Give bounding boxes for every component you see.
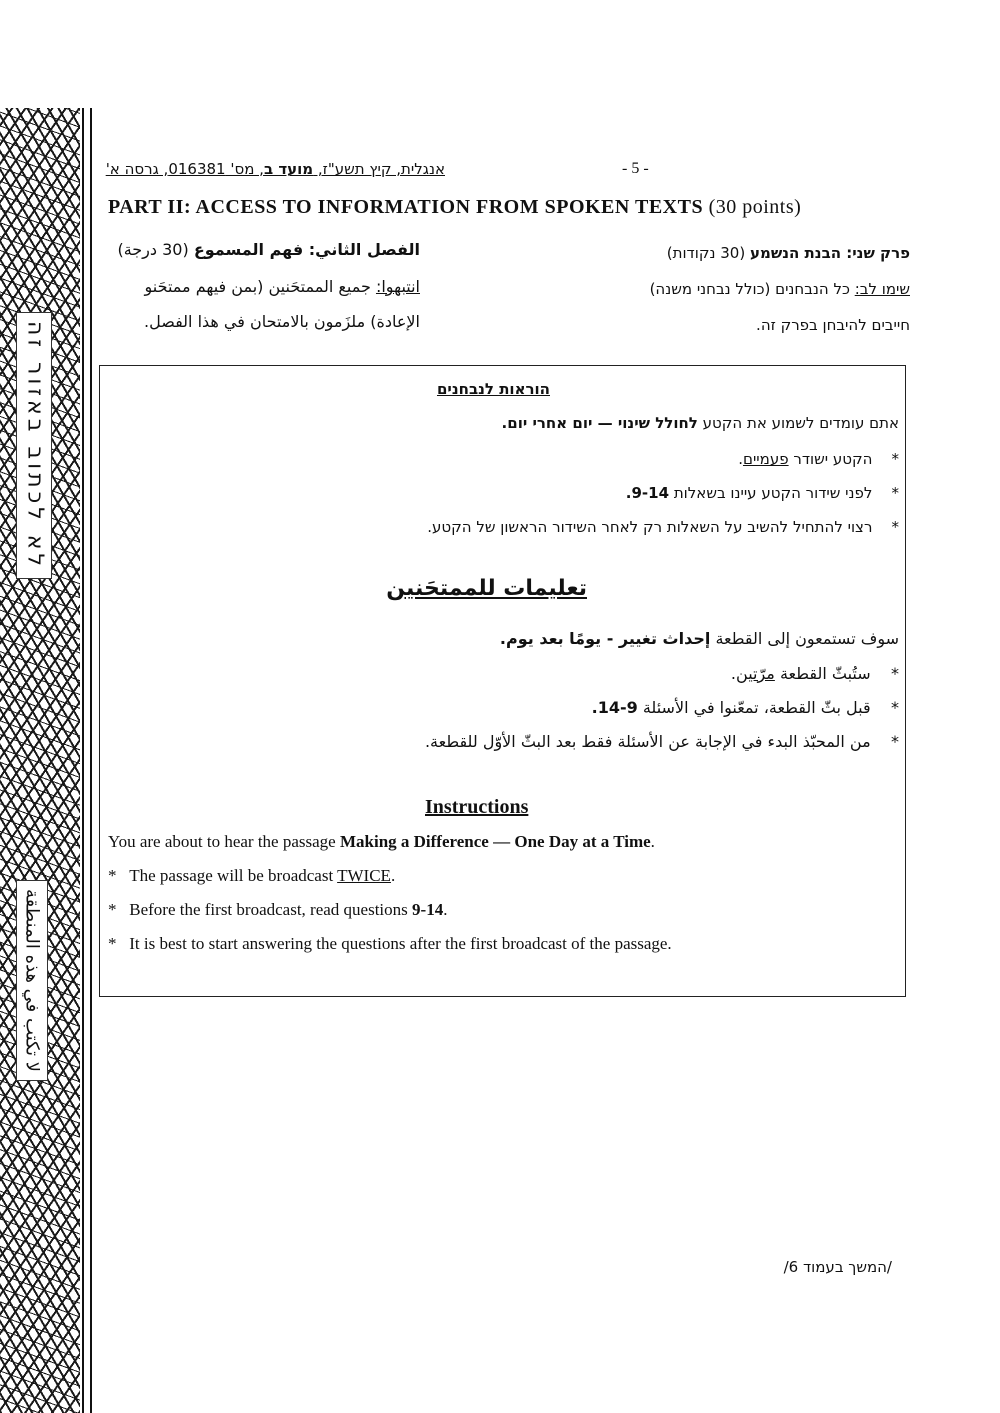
english-bullet-3 [108, 934, 672, 954]
arabic-b1-text: ستُبثّ القطعة [774, 664, 871, 683]
english-intro [108, 832, 655, 852]
arabic-intro [500, 629, 899, 648]
hebrew-intro-bold: לחולל שינוי — יום אחרי יום. [501, 414, 698, 432]
margin-divider-line [90, 108, 92, 1413]
hebrew-bullet-3 [427, 518, 899, 536]
hebrew-bullet-1 [738, 450, 899, 468]
part-title-main: PART II: ACCESS TO INFORMATION FROM SPOKEN TEXTS [108, 196, 704, 218]
arabic-notice-text1: جميع الممتحَنين (بمن فيهم ممتحَنو [144, 277, 371, 296]
arabic-part-heading [117, 240, 420, 259]
english-b2-suffix: . [443, 900, 448, 919]
hebrew-notice-line2: חייבים להיבחן בפרק זה. [756, 316, 910, 334]
bullet-marker: * [108, 934, 117, 953]
hebrew-instructions-title: הוראות לנבחנים [436, 380, 550, 398]
hebrew-notice-text1: כל הנבחנים (כולל נבחני משנה) [649, 280, 850, 298]
arabic-part-points: (30 درجة) [117, 240, 189, 259]
exam-id-suffix: , מס' 016381, גרסה א' [105, 160, 264, 178]
english-b1-text: The passage will be broadcast [129, 866, 338, 885]
arabic-b1-underlined: مرّتين [736, 664, 775, 683]
hebrew-part-title: פרק שני: הבנת הנשמע [749, 244, 910, 262]
arabic-notice-label: انتبهوا: [375, 277, 420, 296]
english-bullet-1 [108, 866, 395, 886]
arabic-instructions-title: تعليمات للممتحَنين [386, 576, 587, 601]
exam-id [106, 160, 445, 178]
bullet-marker: * [891, 484, 899, 502]
margin-label-hebrew: לא לכתוב באזור זה [16, 312, 52, 579]
continued-note: /המשך בעמוד 6/ [783, 1258, 892, 1276]
hebrew-notice-label: שימו לב: [854, 280, 910, 298]
hebrew-intro-text: אתם עומדים לשמוע את הקטע [697, 414, 899, 432]
arabic-b3-text: من المحبّذ البدء في الإجابة عن الأسئلة فقط بعد البثّ الأوّل للقطعة. [424, 732, 871, 751]
arabic-b1-suffix: . [730, 664, 737, 683]
arabic-b2-bold: 9-14. [591, 698, 638, 717]
margin-divider-line [82, 108, 84, 1413]
no-write-margin-pattern [0, 108, 80, 1413]
arabic-part-title: الفصل الثاني: فهم المسموع [193, 240, 420, 259]
arabic-b2-text: قبل بثّ القطعة، تمعّنوا في الأسئلة [637, 698, 871, 717]
english-intro-suffix: . [650, 832, 655, 851]
bullet-marker: * [108, 900, 117, 919]
english-intro-text: You are about to hear the passage [108, 832, 340, 851]
bullet-marker: * [108, 866, 117, 885]
bullet-marker: * [891, 664, 899, 683]
english-intro-bold: Making a Difference — One Day at a Time [339, 832, 651, 851]
bullet-marker: * [891, 518, 899, 536]
english-b2-text: Before the first broadcast, read questions [129, 900, 413, 919]
exam-id-prefix: אנגלית, קיץ תשע"ז, [313, 160, 445, 178]
part-title-points: (30 points) [708, 196, 802, 218]
arabic-intro-bold: إحداث تغيير - يومًا بعد يوم. [499, 629, 711, 648]
instructions-box [99, 365, 906, 997]
arabic-bullet-2 [592, 698, 899, 717]
arabic-notice-line2: الإعادة) ملزَمون بالامتحان في هذا الفصل. [143, 312, 420, 331]
english-b2-bold: 9-14 [412, 900, 444, 919]
hebrew-b3-text: רצוי להתחיל להשיב על השאלות רק לאחר השידור הראשון של הקטע. [427, 518, 873, 536]
hebrew-part-points: (30 נקודות) [666, 244, 746, 262]
arabic-intro-text: سوف تستمعون إلى القطعة [710, 629, 899, 648]
hebrew-b2-text: לפני שידור הקטע עיינו בשאלות [669, 484, 873, 502]
hebrew-b1-underlined: פעמיים [742, 450, 789, 468]
hebrew-part-heading [667, 244, 910, 262]
hebrew-b2-bold: 9-14. [625, 484, 670, 502]
bullet-marker: * [891, 698, 899, 717]
hebrew-bullet-2 [626, 484, 899, 502]
arabic-bullet-1 [731, 664, 899, 683]
hebrew-b1-text: הקטע ישודר [788, 450, 873, 468]
english-instructions-title: Instructions [425, 796, 529, 818]
hebrew-intro [502, 414, 899, 432]
arabic-bullet-3 [425, 732, 899, 751]
page-number: - 5 - [622, 160, 649, 177]
arabic-notice-line1 [145, 277, 420, 296]
english-b1-suffix: . [390, 866, 396, 885]
hebrew-notice-line1 [650, 280, 910, 298]
english-b1-underlined: TWICE [337, 866, 391, 885]
english-b3-text: It is best to start answering the questions after the first broadcast of the passage. [129, 934, 672, 953]
part-title [108, 196, 801, 219]
exam-id-bold: מועד ב [263, 160, 314, 178]
bullet-marker: * [891, 450, 899, 468]
bullet-marker: * [891, 732, 899, 751]
margin-label-arabic: لا تكتب في هذه المنطقة [16, 880, 48, 1081]
hebrew-b1-suffix: . [738, 450, 743, 468]
english-bullet-2 [108, 900, 447, 920]
